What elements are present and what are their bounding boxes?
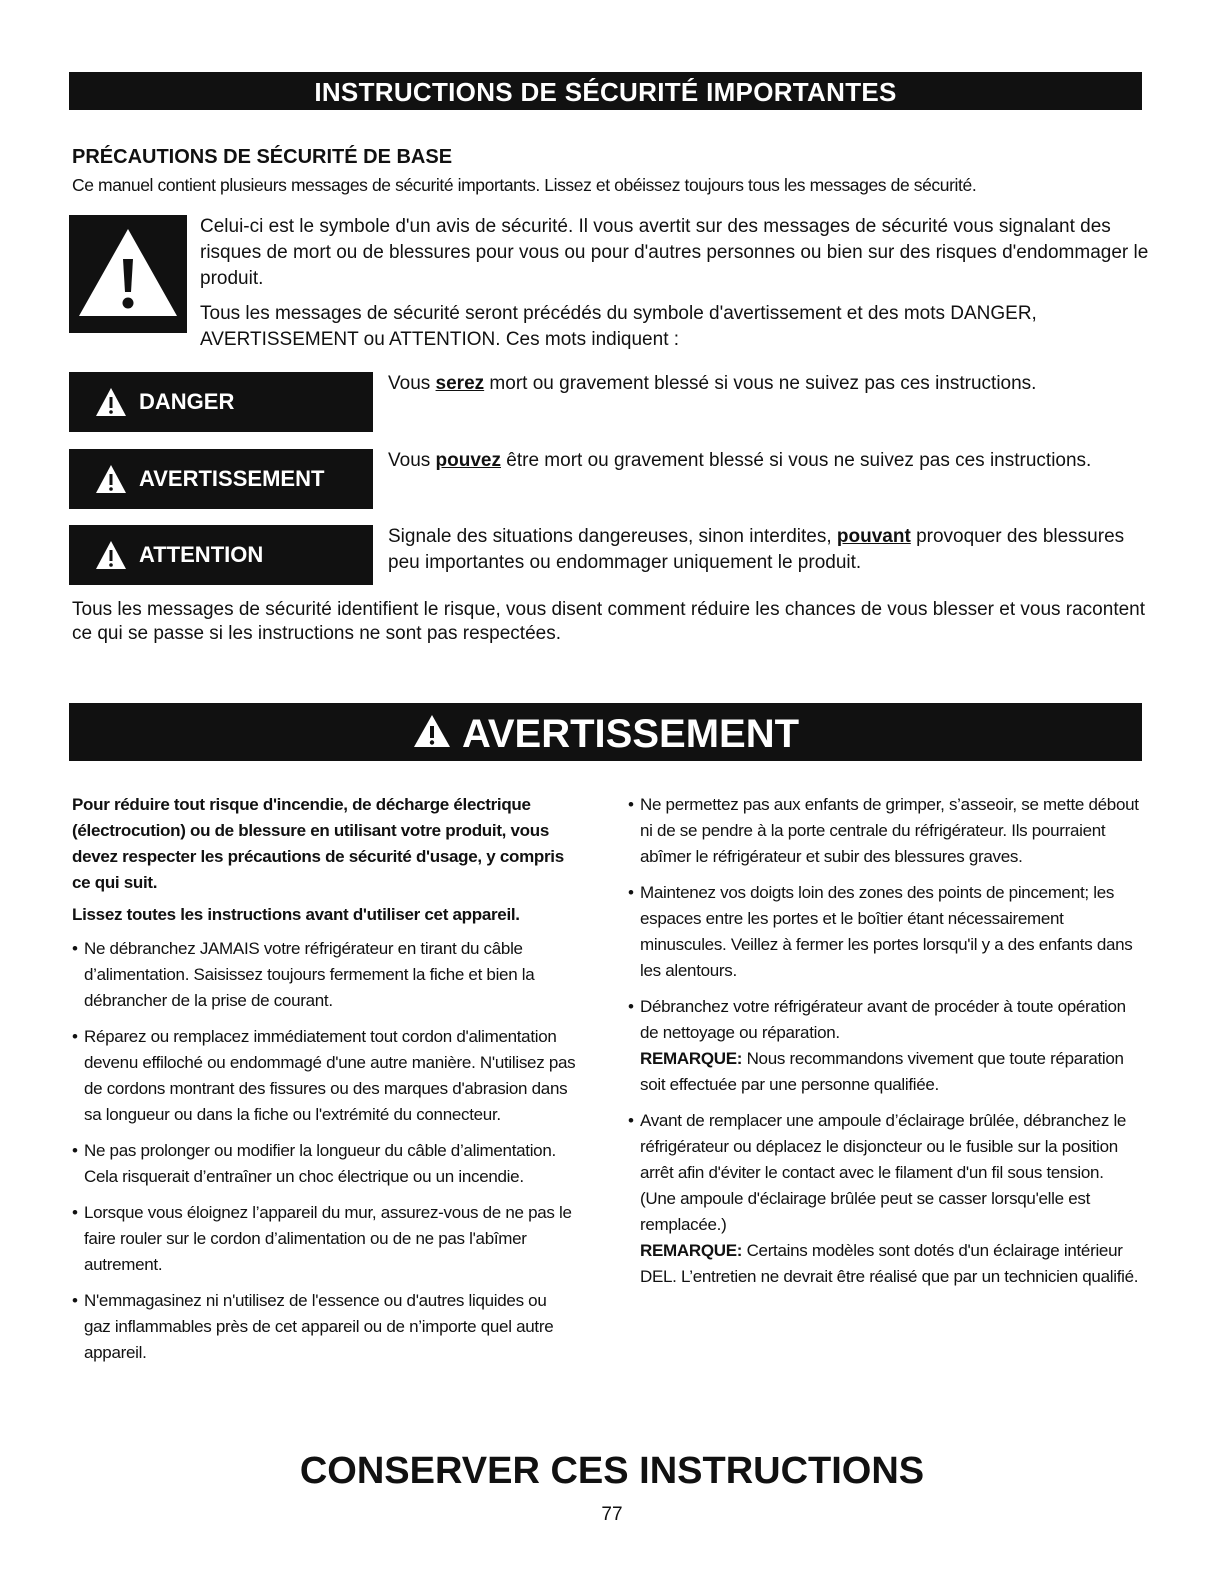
remark-label: REMARQUE: (640, 1241, 743, 1260)
basic-precautions-intro: Ce manuel contient plusieurs messages de sécurité importants. Lissez et obéissez toujours tous les messages de sécurité. (72, 175, 977, 195)
signal-avertissement-key: pouvez (435, 450, 501, 471)
warning-right-column (628, 792, 1143, 1300)
symbol-text-1: Celui-ci est le symbole d'un avis de sécurité. Il vous avertit sur des messages de sécurité vous signalant des risques de mort ou de blessures pour vous ou pour d'autres personnes ou bien sur des risques d'endommager le produit. (200, 216, 1149, 289)
warning-triangle-icon (95, 464, 127, 494)
signal-danger-key: serez (435, 373, 485, 394)
closing-paragraph: Tous les messages de sécurité identifient le risque, vous disent comment réduire les chances de vous blesser et vous racontent ce qui se passe si les instructions ne sont pas respectées. (72, 599, 1146, 644)
warning-header (69, 703, 1142, 761)
warning-triangle-icon (412, 713, 452, 749)
remark-text: Certains modèles sont dotés d'un éclairage intérieur DEL. L’entretien ne devrait être réalisé que par un technicien qualifié. (640, 1241, 1139, 1286)
signal-avertissement (69, 449, 373, 509)
signal-danger (69, 372, 373, 432)
list-item: • Lorsque vous éloignez l’appareil du mur, assurez-vous de ne pas le faire rouler sur le cordon d’alimentation ou de ne pas l'abîmer autrement. (72, 1200, 577, 1278)
warning-header-title: AVERTISSEMENT (461, 712, 800, 756)
signal-attention-key: pouvant (836, 526, 911, 547)
warning-lead-read: Lissez toutes les instructions avant d'utiliser cet appareil. (72, 905, 520, 924)
footer-title: CONSERVER CES INSTRUCTIONS (299, 1450, 925, 1492)
warning-triangle-icon (69, 215, 187, 333)
list-item: • Ne permettez pas aux enfants de grimper, s’asseoir, se mette débout ni de se pendre à la porte centrale du réfrigérateur. Ils pourraient abîmer le réfrigérateur et subir des blessures graves. (628, 792, 1143, 870)
signal-attention (69, 525, 373, 585)
safety-alert-symbol (69, 215, 187, 333)
warning-list-left (72, 936, 577, 1366)
symbol-text-2: Tous les messages de sécurité seront précédés du symbole d'avertissement et des mots DANGER, AVERTISSEMENT ou ATTENTION. Ces mots indiquent : (200, 303, 1037, 350)
signal-danger-desc: Vous serez mort ou gravement blessé si vous ne suivez pas ces instructions. (388, 373, 1037, 394)
list-item: • Avant de remplacer une ampoule d’éclairage brûlée, débranchez le réfrigérateur ou déplacez le disjoncteur ou le fusible sur la position arrêt afin d'éviter le contact avec le filament d'un fil sous tension. (Une ampoule d'éclairage brûlée peut se casser lorsqu'elle est remplacée.) REMARQUE: Certains modèles sont dotés d'un éclairage intérieur DEL. L’entretien ne devrait être réalisé que par un technicien qualifié. (628, 1108, 1143, 1290)
list-item: • Ne débranchez JAMAIS votre réfrigérateur en tirant du câble d’alimentation. Saisissez toujours fermement la fiche et bien la débrancher de la prise de courant. (72, 936, 577, 1014)
signal-attention-desc: Signale des situations dangereuses, sinon interdites, pouvant provoquer des blessures peu importantes ou endommager uniquement le produit. (388, 526, 1125, 573)
warning-triangle-icon (95, 540, 127, 570)
remark-text: Nous recommandons vivement que toute réparation soit effectuée par une personne qualifiée. (640, 1049, 1124, 1094)
signal-avertissement-desc: Vous pouvez être mort ou gravement blessé si vous ne suivez pas ces instructions. (388, 450, 1092, 471)
signal-attention-label: ATTENTION (139, 542, 264, 567)
page-number: 77 (601, 1504, 623, 1525)
remark-label: REMARQUE: (640, 1049, 743, 1068)
signal-danger-label: DANGER (139, 389, 235, 414)
warning-list-right (628, 792, 1143, 1290)
list-item: • Réparez ou remplacez immédiatement tout cordon d'alimentation devenu effiloché ou endommagé d'une autre manière. N'utilisez pas de cordons montrant des fissures ou des marques d'abrasion dans sa longueur ou dans la fiche ou l'extrémité du connecteur. (72, 1024, 577, 1128)
signal-avertissement-label: AVERTISSEMENT (139, 466, 325, 491)
warning-triangle-icon (95, 387, 127, 417)
section-header-title: INSTRUCTIONS DE SÉCURITÉ IMPORTANTES (314, 77, 897, 107)
basic-precautions-title: PRÉCAUTIONS DE SÉCURITÉ DE BASE (72, 146, 453, 168)
list-item: • N'emmagasinez ni n'utilisez de l'essence ou d'autres liquides ou gaz inflammables près de cet appareil ou de n’importe quel autre appareil. (72, 1288, 577, 1366)
warning-lead: Pour réduire tout risque d'incendie, de décharge électrique (électrocution) ou de blessure en utilisant votre produit, vous devez respecter les précautions de sécurité d'usage, y compris ce qui suit. (72, 795, 564, 892)
list-item: • Maintenez vos doigts loin des zones des points de pincement; les espaces entre les portes et le boîtier étant nécessairement minuscules. Veillez à fermer les portes lorsqu'il y a des enfants dans les alentours. (628, 880, 1143, 984)
warning-left-column (72, 792, 577, 1376)
list-item: • Ne pas prolonger ou modifier la longueur du câble d’alimentation. Cela risquerait d’entraîner un choc électrique ou un incendie. (72, 1138, 577, 1190)
section-header (69, 72, 1142, 110)
list-item: • Débranchez votre réfrigérateur avant de procéder à toute opération de nettoyage ou réparation. REMARQUE: Nous recommandons vivement que toute réparation soit effectuée par une personne qualifiée. (628, 994, 1143, 1098)
safety-symbol-explanation (200, 214, 1150, 362)
